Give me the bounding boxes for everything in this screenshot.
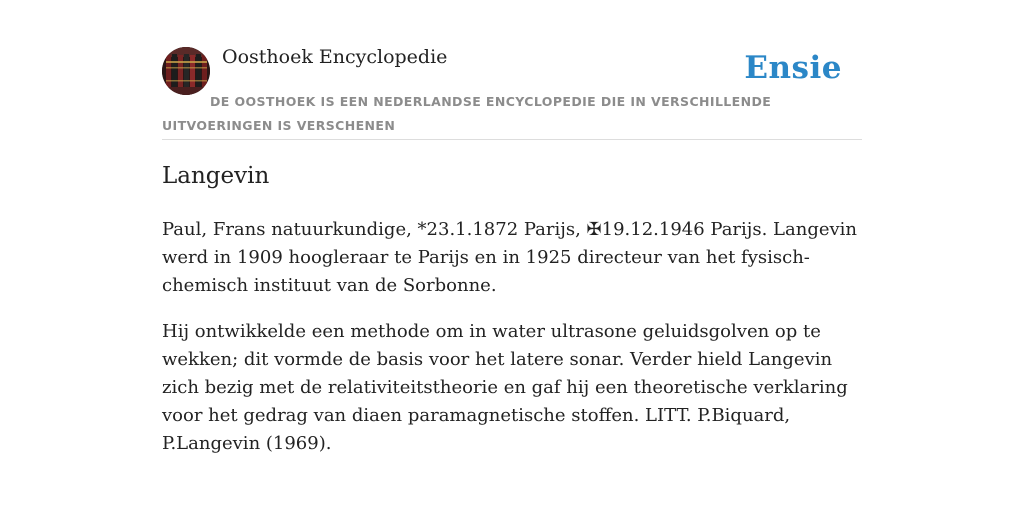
site-header bbox=[162, 0, 862, 140]
site-tagline: DE OOSTHOEK IS EEN NEDERLANDSE ENCYCLOPEDIE DIE IN VERSCHILLENDE UITVOERINGEN IS VERSCHENEN bbox=[162, 94, 772, 133]
site-title[interactable]: Oosthoek Encyclopedie bbox=[222, 46, 448, 68]
article-paragraph-2: Hij ontwikkelde een methode om in water ultrasone geluidsgolven op te wekken; dit vormde de basis voor het latere sonar. Verder hield Langevin zich bezig met de relativiteitstheorie en gaf hij een theoretische verklaring voor het gedrag van diaen paramagnetische stoffen. LITT. P.Biquard, P.Langevin (1969). bbox=[162, 321, 848, 454]
article-paragraph-1: Paul, Frans natuurkundige, *23.1.1872 Parijs, ✠19.12.1946 Parijs. Langevin werd in 1909 hoogleraar te Parijs en in 1925 directeur van het fysisch-chemisch instituut van de Sorbonne. bbox=[162, 219, 858, 296]
page-container bbox=[162, 0, 862, 454]
article-body bbox=[162, 216, 872, 476]
article-title: Langevin bbox=[162, 163, 270, 189]
ensie-logo[interactable]: Ensie bbox=[744, 50, 842, 86]
bookshelf-icon[interactable] bbox=[162, 47, 210, 95]
